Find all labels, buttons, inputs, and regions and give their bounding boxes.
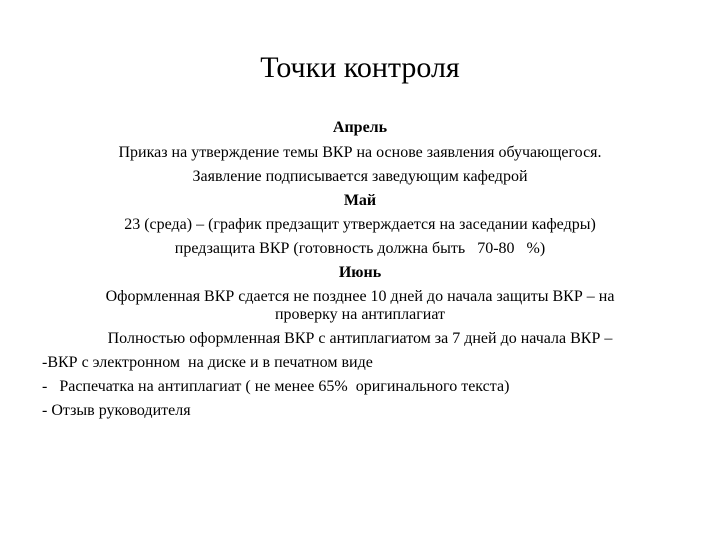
month-heading-may: Май — [343, 192, 377, 209]
text-line: проверку на антиплагиат — [274, 306, 445, 323]
bullet-item: - Отзыв руководителя — [42, 402, 191, 419]
text-line: 23 (среда) – (график предзащит утверждается на заседании кафедры) — [124, 216, 596, 233]
text-line: Заявление подписывается заведующим кафедрой — [192, 168, 528, 185]
bullet-item: -ВКР с электронном на диске и в печатном виде — [42, 354, 373, 371]
bullet-item: - Распечатка на антиплагиат ( не менее 65% оригинального текста) — [42, 378, 510, 395]
text-line: предзащита ВКР (готовность должна быть 70-80 %) — [174, 240, 546, 257]
slide-title: Точки контроля — [260, 51, 460, 84]
text-line: Оформленная ВКР сдается не позднее 10 дней до начала защиты ВКР – на — [105, 288, 615, 305]
month-heading-june: Июнь — [338, 264, 382, 281]
text-line: Полностью оформленная ВКР с антиплагиатом за 7 дней до начала ВКР – — [107, 330, 613, 347]
text-line: Приказ на утверждение темы ВКР на основе заявления обучающегося. — [118, 144, 602, 161]
month-heading-april: Апрель — [332, 119, 388, 136]
